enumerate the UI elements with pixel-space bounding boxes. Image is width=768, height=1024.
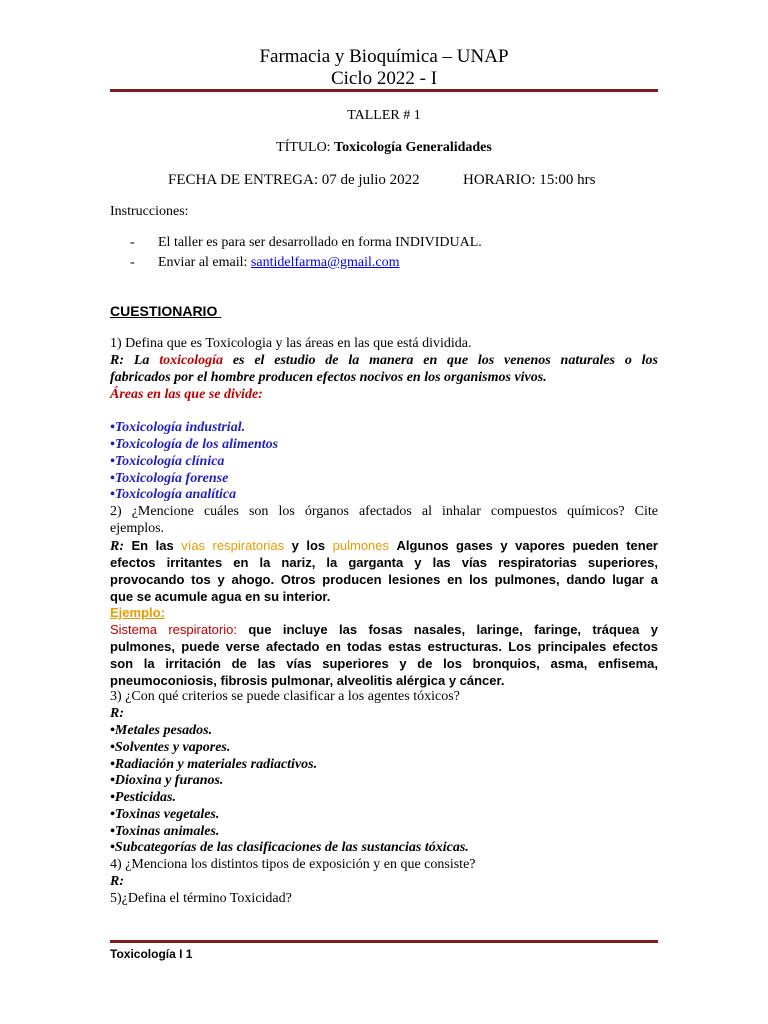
answer-3-r: R: [110, 706, 124, 721]
criteria-item: •Metales pesados. [110, 723, 213, 738]
questionnaire-heading: CUESTIONARIO [110, 303, 218, 319]
instruction-item-email [158, 255, 400, 271]
question-3: 3) ¿Con qué criterios se puede clasificar a los agentes tóxicos? [110, 689, 460, 704]
keyword-pulmones: pulmones [332, 538, 390, 553]
criteria-item: •Solventes y vapores. [110, 740, 231, 755]
assignment-title-line [0, 140, 768, 156]
due-date-line [168, 172, 420, 189]
date-value: 07 de julio 2022 [321, 172, 420, 188]
question-2-line-1: 2) ¿Mencione cuáles son los órganos afectados al inhalar compuestos químicos? Cite [110, 504, 658, 519]
answer-2-line-3: provocando tos y ahogo. Otros producen lesiones en los pulmones, dando lugar a [110, 572, 658, 587]
answer-2-text: y los [291, 538, 326, 553]
answer-4-r: R: [110, 874, 124, 889]
example-text: que incluye las fosas nasales, laringe, faringe, tráquea y [248, 622, 658, 637]
date-label: FECHA DE ENTREGA: [168, 172, 318, 188]
answer-2-line-4: que se acumule agua en su interior. [110, 589, 331, 604]
document-cycle: Ciclo 2022 - I [330, 68, 438, 89]
question-2-line-2: ejemplos. [110, 521, 165, 536]
header-rule [110, 89, 658, 92]
instructions-heading: Instrucciones: [110, 204, 189, 219]
footer-rule [110, 940, 658, 943]
title-value: Toxicología Generalidades [334, 140, 492, 155]
answer-1-line-2: fabricados por el hombre producen efectos nocivos en los organismos vivos. [110, 370, 547, 385]
area-item: •Toxicología industrial. [110, 420, 246, 435]
time-line [463, 172, 596, 189]
example-line-1 [110, 622, 658, 639]
example-line-3: son la irritación de las vías superiores y de los bronquios, asma, enfisema, [110, 656, 658, 671]
area-item: •Toxicología de los alimentos [110, 437, 279, 452]
example-heading: Ejemplo: [110, 605, 165, 620]
email-link[interactable]: santidelfarma@gmail.com [250, 255, 400, 270]
criteria-item: •Toxinas vegetales. [110, 807, 220, 822]
answer-2-text: En las [131, 538, 174, 553]
area-item: •Toxicología forense [110, 471, 229, 486]
page-footer: Toxicología I 1 [110, 947, 193, 961]
criteria-item: •Subcategorías de las clasificaciones de las sustancias tóxicas. [110, 840, 469, 855]
criteria-item: •Dioxina y furanos. [110, 773, 224, 788]
answer-1-prefix: R: La [110, 353, 150, 368]
question-5: 5)¿Defina el término Toxicidad? [110, 891, 292, 906]
keyword-toxicologia: toxicología [159, 353, 223, 368]
areas-heading: Áreas en las que se divide: [110, 387, 263, 402]
email-prefix: Enviar al email: [158, 255, 248, 270]
instruction-bullet: - [130, 235, 135, 250]
question-4: 4) ¿Menciona los distintos tipos de exposición y en que consiste? [110, 857, 476, 872]
answer-2-text: Algunos gases y vapores pueden tener [396, 538, 658, 553]
example-label: Sistema respiratorio: [110, 622, 237, 637]
answer-1-line-1 [110, 353, 658, 370]
instruction-bullet: - [130, 255, 135, 270]
criteria-item: •Pesticidas. [110, 790, 176, 805]
question-1: 1) Defina que es Toxicologia y las áreas en las que está dividida. [110, 336, 472, 351]
time-label: HORARIO: [463, 172, 536, 188]
document-title: Farmacia y Bioquímica – UNAP [259, 46, 509, 67]
answer-2-r: R: [110, 539, 124, 554]
area-item: •Toxicología analítica [110, 487, 237, 502]
criteria-item: •Toxinas animales. [110, 824, 220, 839]
example-line-4: pneumoconiosis, fibrosis pulmonar, alveolitis alérgica y cáncer. [110, 673, 505, 688]
answer-1-text: es el estudio de la manera en que los venenos naturales o los [232, 353, 658, 368]
instruction-item-individual: El taller es para ser desarrollado en forma INDIVIDUAL. [158, 235, 482, 250]
area-item: •Toxicología clínica [110, 454, 225, 469]
example-line-2: pulmones, puede verse afectado en todas estas estructuras. Los principales efectos [110, 639, 658, 654]
answer-2-line-1 [110, 538, 658, 556]
time-value: 15:00 hrs [539, 172, 596, 188]
taller-number: TALLER # 1 [347, 108, 421, 123]
keyword-vias-respiratorias: vías respiratorias [181, 538, 285, 553]
title-label: TÍTULO: [276, 140, 331, 155]
answer-2-line-2: efectos irritantes en la nariz, la garganta y las vías respiratorias superiores, [110, 555, 658, 570]
criteria-item: •Radiación y materiales radiactivos. [110, 757, 318, 772]
